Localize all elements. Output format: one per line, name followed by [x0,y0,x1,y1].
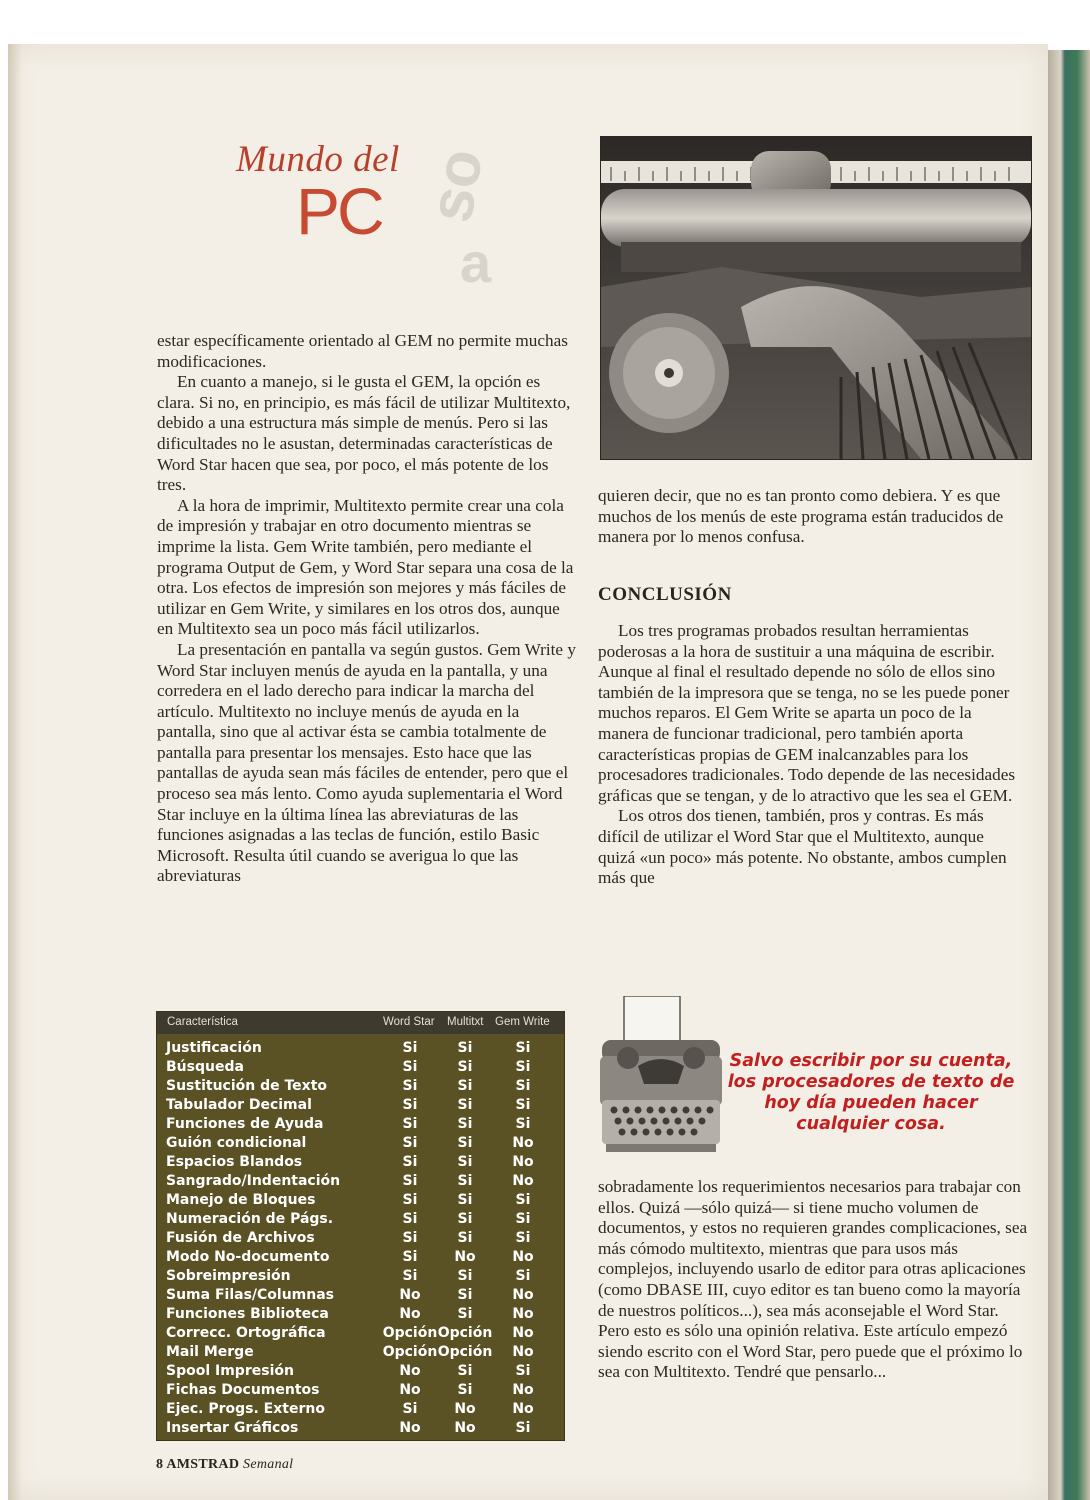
multitexto-value: Si [457,1268,473,1284]
multitexto-value: Si [457,1363,473,1379]
feature-name: Spool Impresión [166,1363,294,1379]
paragraph: En cuanto a manejo, si le gusta el GEM, la opción es clara. Si no, en principio, es más fácil de utilizar Multitexto, debido a una estructura más simple de menús. Pero si las dificultades no le asustan, determinadas características de Word Star hacen que sea, por poco, el más potente de los tres. [157,372,571,495]
multitexto-value: Si [457,1173,473,1189]
right-column-conclusion [598,621,1018,889]
word-star-value: Si [402,1078,418,1094]
gem-write-value: Si [515,1116,531,1132]
word-star-value: Si [402,1116,418,1132]
gem-write-value: Si [515,1230,531,1246]
gem-write-value: No [512,1173,534,1189]
word-star-value: Si [402,1230,418,1246]
feature-name: Funciones Biblioteca [166,1306,329,1322]
feature-name: Tabulador Decimal [166,1097,312,1113]
paragraph: estar específicamente orientado al GEM no permite muchas modificaciones. [157,331,568,371]
feature-name: Correcc. Ortográfica [166,1325,326,1341]
scan-margin [0,0,1090,48]
paragraph: La presentación en pantalla va según gustos. Gem Write y Word Star incluyen menús de ayuda en la pantalla, y una corredera en el lado derecho para indicar la marcha del artículo. Multitexto no incluye menús de ayuda en la pantalla, sino que al activar ésta se cambia totalmente de pantalla para presentar los mensajes. Esto hace que las pantallas de ayuda sean más fáciles de entender, pero que el proceso sea más lento. Como ayuda suplementaria el Word Star incluye en la última línea las abreviaturas de las funciones asignadas a las teclas de función, estilo Basic Microsoft. Resulta útil cuando se averigua lo que las abreviaturas [157,639,576,886]
table-row [157,1325,564,1344]
typewriter-illustration [598,996,724,1156]
feature-name: Numeración de Págs. [166,1211,334,1227]
word-star-value: No [399,1287,421,1303]
table-row [157,1344,564,1363]
table-row [157,1382,564,1401]
word-star-value: No [399,1306,421,1322]
table-row [157,1192,564,1211]
table-row [157,1363,564,1382]
header-multitexto: Multitxt [447,1016,484,1028]
gem-write-value: Si [515,1059,531,1075]
multitexto-value: Opción [437,1325,493,1341]
table-row [157,1211,564,1230]
feature-name: Justificación [166,1040,262,1056]
feature-name: Espacios Blandos [166,1154,303,1170]
section-title: Mundo del [236,139,400,180]
multitexto-value: Si [457,1154,473,1170]
header-feature: Característica [167,1016,238,1028]
multitexto-value: Opción [437,1344,493,1360]
word-star-value: No [399,1382,421,1398]
feature-name: Fichas Documentos [166,1382,320,1398]
word-star-value: Si [402,1173,418,1189]
gem-write-value: Si [515,1420,531,1436]
word-star-value: Si [402,1268,418,1284]
paragraph: quieren decir, que no es tan pronto como debiera. Y es que muchos de los menús de este programa están traducidos de manera por lo menos confusa. [598,486,1004,547]
feature-name: Sobreimpresión [166,1268,291,1284]
table-row [157,1230,564,1249]
multitexto-value: Si [457,1230,473,1246]
multitexto-value: No [454,1249,476,1265]
paragraph: Los otros dos tienen, también, pros y contras. Es más difícil de utilizar el Word Star que el Multitexto, aunque quizá «un poco» más potente. No obstante, ambos cumplen más que [598,806,1007,888]
multitexto-value: Si [457,1040,473,1056]
right-column-top [598,486,1018,548]
multitexto-value: Si [457,1059,473,1075]
table-row [157,1078,564,1097]
gem-write-value: No [512,1306,534,1322]
word-star-value: Si [402,1135,418,1151]
show-through-watermark: so a [415,143,497,294]
table-row [157,1173,564,1192]
page-number: 8 [156,1457,164,1472]
gem-write-value: Si [515,1268,531,1284]
word-star-value: No [399,1420,421,1436]
next-page-edge [1048,50,1090,1500]
word-star-value: Si [402,1192,418,1208]
gem-write-value: No [512,1344,534,1360]
table-row [157,1059,564,1078]
gem-write-value: Si [515,1211,531,1227]
table-row [157,1401,564,1420]
feature-name: Funciones de Ayuda [166,1116,324,1132]
multitexto-value: Si [457,1116,473,1132]
paragraph: Los tres programas probados resultan herramientas poderosas a la hora de sustituir a una máquina de escribir. Aunque al final el resultado depende no sólo de ellos sino también de la impresora que se tenga, no se les puede poner muchos reparos. El Gem Write se aparta un poco de la manera de funcionar tradicional, pero también aporta características propias de GEM inalcanzables para los procesadores tradicionales. Todo depende de las necesidades gráficas que se tengan, y de lo atractivo que les sea el GEM. [598,621,1016,805]
word-star-value: Si [402,1154,418,1170]
gem-write-value: No [512,1249,534,1265]
word-star-value: Si [402,1249,418,1265]
table-row [157,1097,564,1116]
feature-name: Insertar Gráficos [166,1420,299,1436]
feature-name: Búsqueda [166,1059,244,1075]
table-body [157,1040,564,1439]
feature-name: Fusión de Archivos [166,1230,315,1246]
word-star-value: Opción [382,1344,438,1360]
feature-name: Suma Filas/Columnas [166,1287,335,1303]
multitexto-value: Si [457,1097,473,1113]
word-star-value: Si [402,1401,418,1417]
gem-write-value: No [512,1135,534,1151]
table-row [157,1040,564,1059]
gem-write-value: No [512,1287,534,1303]
feature-name: Sangrado/Indentación [166,1173,341,1189]
word-star-value: Opción [382,1325,438,1341]
gem-write-value: No [512,1325,534,1341]
multitexto-value: No [454,1420,476,1436]
gem-write-value: Si [515,1040,531,1056]
gem-write-value: Si [515,1078,531,1094]
gem-write-value: Si [515,1363,531,1379]
feature-name: Mail Merge [166,1344,254,1360]
table-row [157,1154,564,1173]
table-row [157,1306,564,1325]
header-word-star: Word Star [383,1016,435,1028]
conclusion-heading: CONCLUSIÓN [598,584,732,605]
multitexto-value: No [454,1401,476,1417]
gem-write-value: Si [515,1097,531,1113]
gem-write-value: No [512,1382,534,1398]
publication-subtitle: Semanal [243,1457,294,1472]
multitexto-value: Si [457,1192,473,1208]
table-row [157,1249,564,1268]
table-row [157,1135,564,1154]
multitexto-value: Si [457,1306,473,1322]
multitexto-value: Si [457,1135,473,1151]
right-column-bottom [598,1177,1028,1383]
multitexto-value: Si [457,1211,473,1227]
word-star-value: No [399,1363,421,1379]
typewriter-photo [600,136,1032,460]
paragraph: A la hora de imprimir, Multitexto permite crear una cola de impresión y trabajar en otro documento mientras se imprime la lista. Gem Write también, pero mediante el programa Output de Gem, y Word Star separa una cosa de la otra. Los efectos de impresión son mejores y más fáciles de utilizar en Gem Write, y similares en los otros dos, aunque en Multitexto sea un poco más fácil utilizarlos. [157,495,574,639]
feature-name: Ejec. Progs. Externo [166,1401,325,1417]
table-row [157,1420,564,1439]
table-row [157,1268,564,1287]
comparison-table [156,1011,565,1441]
word-star-value: Si [402,1097,418,1113]
word-star-value: Si [402,1059,418,1075]
table-row [157,1116,564,1135]
pull-quote: Salvo escribir por su cuenta, los procesadores de texto de hoy día pueden hacer cualquier cosa. [727,1051,1015,1134]
word-star-value: Si [402,1211,418,1227]
section-title-pc: PC [296,174,382,248]
gem-write-value: No [512,1154,534,1170]
multitexto-value: Si [457,1078,473,1094]
multitexto-value: Si [457,1382,473,1398]
gem-write-value: No [512,1401,534,1417]
word-star-value: Si [402,1040,418,1056]
left-column [157,331,577,887]
gem-write-value: Si [515,1192,531,1208]
page-footer [156,1457,293,1473]
table-header [157,1012,564,1034]
publication-name: AMSTRAD [166,1457,240,1472]
multitexto-value: Si [457,1287,473,1303]
feature-name: Manejo de Bloques [166,1192,316,1208]
feature-name: Sustitución de Texto [166,1078,328,1094]
paragraph: sobradamente los requerimientos necesarios para trabajar con ellos. Quizá —sólo quizá— si tiene mucho volumen de documentos, y estos no requieren grandes complicaciones, sea más cómodo multitexto, mientras que para usos más complejos, incluyendo usarlo de editor para otras aplicaciones (como DBASE III, cuyo editor es tan bueno como la mayoría de nuestros políticos...), sea más aconsejable el Word Star. Pero esto es sólo una opinión relativa. Este artículo empezó siendo escrito con el Word Star, pero puede que el próximo lo sea con Multitexto. Tendré que pensarlo... [598,1177,1028,1382]
header-gem-write: Gem Write [495,1016,550,1028]
table-row [157,1287,564,1306]
feature-name: Guión condicional [166,1135,307,1151]
feature-name: Modo No-documento [166,1249,330,1265]
